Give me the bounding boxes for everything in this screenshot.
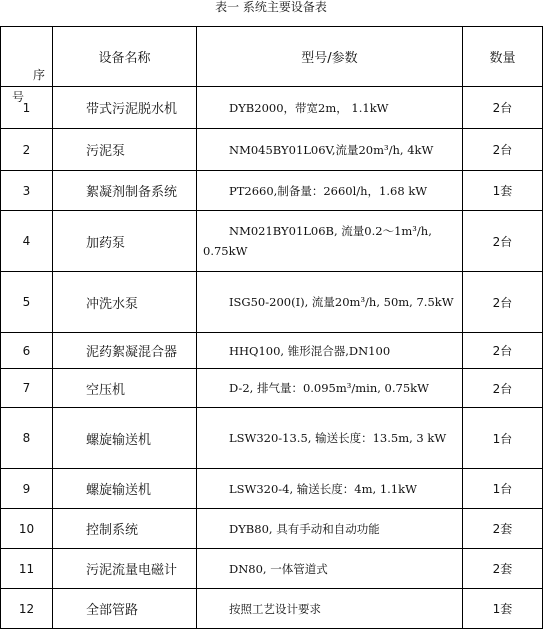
cell-no: 5 (1, 272, 53, 333)
header-qty: 数量 (463, 27, 543, 87)
cell-name: 带式污泥脱水机 (53, 87, 197, 129)
cell-spec (197, 211, 463, 272)
table-row (1, 272, 543, 333)
cell-name: 污泥泵 (53, 129, 197, 171)
header-no (1, 27, 53, 104)
cell-name: 泥药絮凝混合器 (53, 333, 197, 369)
cell-spec (197, 129, 463, 171)
cell-qty: 2台 (463, 272, 543, 333)
cell-no: 1 (1, 87, 53, 129)
cell-name: 螺旋输送机 (53, 469, 197, 509)
cell-no: 12 (1, 589, 53, 629)
cell-spec (197, 272, 463, 333)
cell-spec (197, 469, 463, 509)
cell-no: 4 (1, 211, 53, 272)
cell-spec-text: 按照工艺设计要求 (229, 601, 321, 616)
cell-no: 6 (1, 333, 53, 369)
header-name: 设备名称 (53, 27, 197, 87)
header-no-top: 序 (33, 67, 46, 82)
cell-spec-text: DYB2000，带宽2m， 1.1kW (229, 100, 389, 115)
cell-name: 絮凝剂制备系统 (53, 171, 197, 211)
cell-spec (197, 408, 463, 469)
table-header-row (1, 27, 543, 87)
cell-name: 螺旋输送机 (53, 408, 197, 469)
cell-spec-text: D-2, 排气量：0.095m³/min, 0.75kW (229, 381, 429, 395)
table-row (1, 408, 543, 469)
cell-spec-text: DYB80, 具有手动和自动功能 (229, 521, 380, 536)
cell-qty: 2套 (463, 549, 543, 589)
cell-spec-text: LSW320-13.5, 输送长度：13.5m, 3 kW (229, 431, 447, 445)
table-row (1, 129, 543, 171)
cell-qty: 2套 (463, 509, 543, 549)
table-row (1, 589, 543, 629)
cell-no: 7 (1, 369, 53, 408)
cell-qty: 2台 (463, 87, 543, 129)
cell-qty: 2台 (463, 211, 543, 272)
cell-spec-text: ISG50-200(I), 流量20m³/h, 50m, 7.5kW (229, 295, 454, 309)
cell-spec (197, 171, 463, 211)
cell-spec-text: HHQ100, 锥形混合器,DN100 (229, 343, 391, 358)
table-row (1, 369, 543, 408)
cell-spec-text: LSW320-4, 输送长度：4m, 1.1kW (229, 481, 417, 496)
cell-name: 冲洗水泵 (53, 272, 197, 333)
cell-qty: 1套 (463, 589, 543, 629)
cell-spec-text: NM045BY01L06V,流量20m³/h, 4kW (229, 142, 434, 157)
table-row (1, 333, 543, 369)
cell-no: 9 (1, 469, 53, 509)
cell-no: 2 (1, 129, 53, 171)
cell-no: 3 (1, 171, 53, 211)
cell-qty: 2台 (463, 129, 543, 171)
table-row (1, 171, 543, 211)
header-no-bottom: 号 (12, 89, 25, 104)
cell-qty: 1套 (463, 171, 543, 211)
cell-spec-text: NM021BY01L06B, 流量0.2～1m³/h, 0.75kW (203, 224, 432, 258)
cell-name: 全部管路 (53, 589, 197, 629)
cell-spec (197, 509, 463, 549)
cell-spec (197, 589, 463, 629)
cell-name: 空压机 (53, 369, 197, 408)
table-row (1, 509, 543, 549)
cell-name: 控制系统 (53, 509, 197, 549)
cell-qty: 2台 (463, 333, 543, 369)
cell-no: 11 (1, 549, 53, 589)
cell-no: 8 (1, 408, 53, 469)
equipment-table (0, 26, 543, 629)
table-row (1, 469, 543, 509)
table-title: 表一 系统主要设备表 (215, 0, 327, 14)
cell-name: 加药泵 (53, 211, 197, 272)
cell-qty: 2台 (463, 369, 543, 408)
table-row (1, 549, 543, 589)
cell-qty: 1台 (463, 408, 543, 469)
cell-name: 污泥流量电磁计 (53, 549, 197, 589)
cell-spec (197, 549, 463, 589)
cell-no: 10 (1, 509, 53, 549)
cell-spec (197, 333, 463, 369)
header-spec: 型号/参数 (197, 27, 463, 87)
cell-spec (197, 369, 463, 408)
cell-spec-text: DN80, 一体管道式 (229, 561, 328, 576)
cell-qty: 1台 (463, 469, 543, 509)
table-row (1, 87, 543, 129)
table-row (1, 211, 543, 272)
cell-spec (197, 87, 463, 129)
cell-spec-text: PT2660,制备量：2660l/h，1.68 kW (229, 183, 428, 198)
